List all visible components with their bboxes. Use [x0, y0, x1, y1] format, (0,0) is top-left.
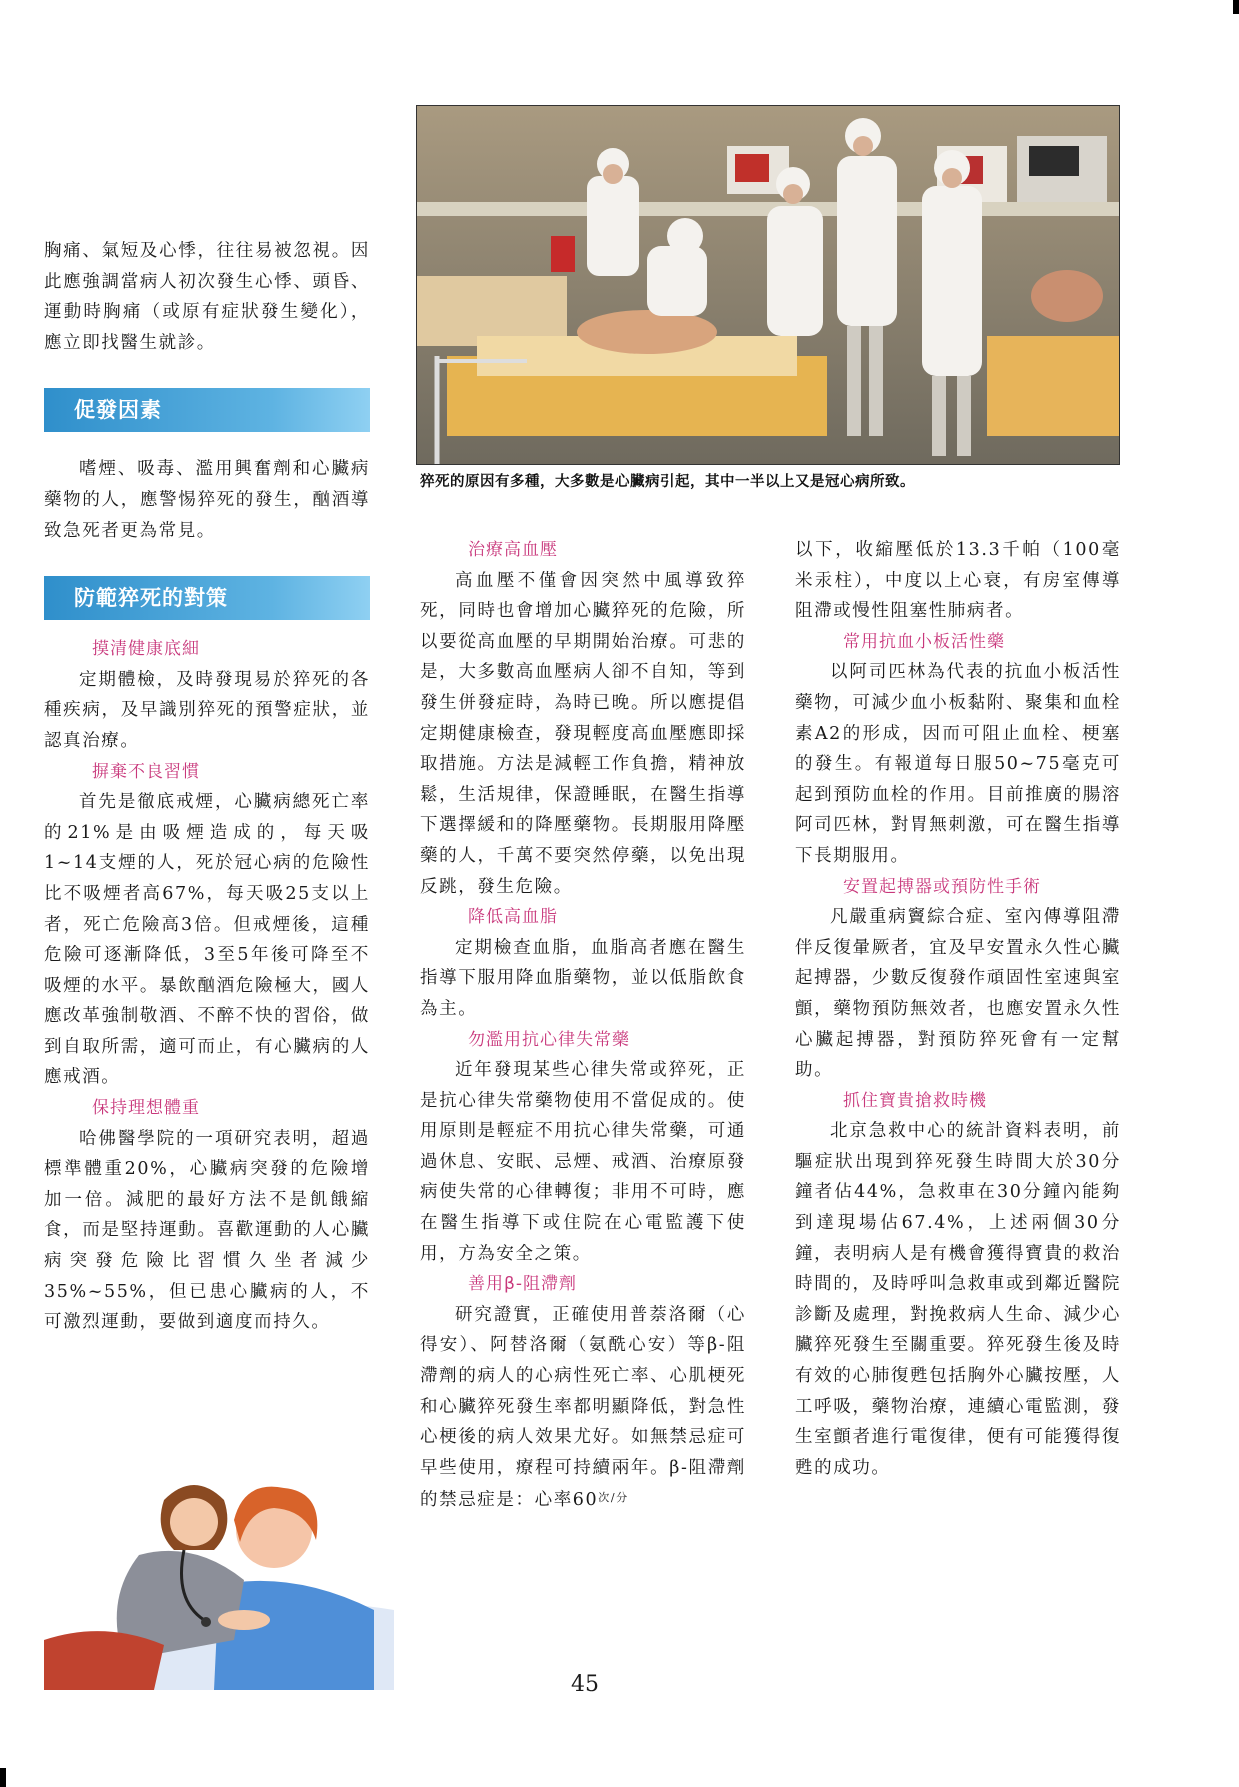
doctor-patient-illustration: [44, 1470, 394, 1690]
ideal-weight-paragraph: 哈佛醫學院的一項研究表明，超過標準體重20%，心臟病突發的危險增加一倍。減肥的最好方法不是飢餓縮食，而是堅持運動。喜歡運動的人心臟病突發危險比習慣久坐者減少35%~55%，但已患心臟病的人，不可激烈運動，要做到適度而持久。: [44, 1128, 370, 1333]
subheading-hypertension: 治療高血壓: [468, 540, 558, 560]
section-title-triggers: 促發因素: [44, 388, 370, 432]
subheading-beta-blockers: 善用β-阻滯劑: [468, 1274, 577, 1295]
bad-habits-paragraph: 首先是徹底戒煙，心臟病總死亡率的21%是由吸煙造成的，每天吸1~14支煙的人，死於冠心病的危險性比不吸煙者高67%，每天吸25支以上者，死亡危險高3倍。但戒煙後，這種危險可逐漸降低，3至5年後可降至不吸煙的水平。暴飲酗酒危險極大，國人應改革強制敬酒、不醉不快的習俗，做到自取所需，適可而止，有心臟病的人應戒酒。: [44, 792, 370, 1088]
beta-blockers-paragraph: [420, 1300, 746, 1516]
beta-blockers-continued: 以下，收縮壓低於13.3千帕（100毫米汞柱），中度以上心衰，有房室傳導阻滯或慢性阻塞性肺病者。: [795, 540, 1121, 622]
middle-column: [420, 535, 746, 1516]
page-number: 45: [571, 1672, 599, 1697]
beta-blockers-text: 研究證實，正確使用普萘洛爾（心得安）、阿替洛爾（氨酰心安）等β-阻滯劑的病人的心病性死亡率、心肌梗死和心臟猝死發生率都明顯降低，對急性心梗後的病人效果尤好。如無禁忌症可早些使用，療程可持續兩年。β-阻滯劑的禁忌症是：心率60: [420, 1304, 746, 1511]
lipids-paragraph: 定期檢查血脂，血脂高者應在醫生指導下服用降血脂藥物，並以低脂飲食為主。: [420, 937, 746, 1019]
corner-mark-bottom-left: [0, 1768, 6, 1787]
subheading-bad-habits: 摒棄不良習慣: [92, 761, 200, 782]
antiarrhythmic-paragraph: 近年發現某些心律失常或猝死，正是抗心律失常藥物使用不當促成的。使用原則是輕症不用抗心律失常藥，可通過休息、安眠、忌煙、戒酒、治療原發病使失常的心律轉復；非用不可時，應在醫生指導下或住院在心電監護下使用，方為安全之策。: [420, 1060, 746, 1264]
subheading-lipids: 降低高血脂: [468, 907, 558, 928]
antiplatelet-paragraph: 以阿司匹林為代表的抗血小板活性藥物，可減少血小板黏附、聚集和血栓素A2的形成，因而可阻止血栓、梗塞的發生。有報道每日服50~75毫克可起到預防血栓的作用。目前推廣的腸溶阿司匹林，對胃無刺激，可在醫生指導下長期服用。: [795, 662, 1121, 866]
heart-rate-unit: 次/分: [598, 1491, 629, 1505]
subheading-health-check: 摸清健康底細: [92, 639, 200, 660]
triggers-paragraph: 嗜煙、吸毒、濫用興奮劑和心臟病藥物的人，應警惕猝死的發生，酗酒導致急死者更為常見。: [44, 459, 370, 541]
subheading-pacemaker: 安置起搏器或預防性手術: [843, 876, 1041, 897]
subheading-antiarrhythmic: 勿濫用抗心律失常藥: [468, 1029, 630, 1050]
pacemaker-paragraph: 凡嚴重病竇綜合症、室內傳導阻滯伴反復暈厥者，宜及早安置永久性心臟起搏器，少數反復發作頑固性室速與室顫，藥物預防無效者，也應安置永久性心臟起搏器，對預防猝死會有一定幫助。: [795, 907, 1121, 1081]
subheading-rescue-timing: 抓住寶貴搶救時機: [843, 1090, 987, 1111]
photo-caption: 猝死的原因有多種，大多數是心臟病引起，其中一半以上又是冠心病所致。: [420, 474, 915, 490]
hospital-ward-photo: [416, 105, 1120, 465]
rescue-timing-paragraph: 北京急救中心的統計資料表明，前驅症狀出現到猝死發生時間大於30分鐘者佔44%，急救車在30分鐘內能夠到達現場佔67.4%，上述兩個30分鐘，表明病人是有機會獲得寶貴的救治時間的，及時呼叫急救車或到鄰近醫院診斷及處理，對挽救病人生命、減少心臟猝死發生至關重要。猝死發生後及時有效的心肺復甦包括胸外心臟按壓，人工呼吸，藥物治療，連續心電監測，發生室顫者進行電復律，便有可能獲得復甦的成功。: [795, 1121, 1121, 1478]
subheading-antiplatelet: 常用抗血小板活性藥: [843, 631, 1005, 652]
hypertension-paragraph: 高血壓不僅會因突然中風導致猝死，同時也會增加心臟猝死的危險，所以要從高血壓的早期開始治療。可悲的是，大多數高血壓病人卻不自知，等到發生併發症時，為時已晚。所以應提倡定期健康檢查，發現輕度高血壓應即採取措施。方法是減輕工作負擔，精神放鬆，生活規律，保證睡眠，在醫生指導下選擇緩和的降壓藥物。長期服用降壓藥的人，千萬不要突然停藥，以免出現反跳，發生危險。: [420, 570, 746, 897]
left-column: [44, 236, 370, 1338]
health-check-paragraph: 定期體檢，及時發現易於猝死的各種疾病，及早識別猝死的預警症狀，並認真治療。: [44, 669, 370, 751]
subheading-ideal-weight: 保持理想體重: [92, 1098, 200, 1119]
right-column: [795, 535, 1121, 1483]
section-title-prevention: 防範猝死的對策: [44, 576, 370, 620]
corner-mark-top-right: [1233, 0, 1239, 14]
intro-paragraph: 胸痛、氣短及心悸，往往易被忽視。因此應強調當病人初次發生心悸、頭昏、運動時胸痛（或原有症狀發生變化），應立即找醫生就診。: [44, 241, 370, 353]
